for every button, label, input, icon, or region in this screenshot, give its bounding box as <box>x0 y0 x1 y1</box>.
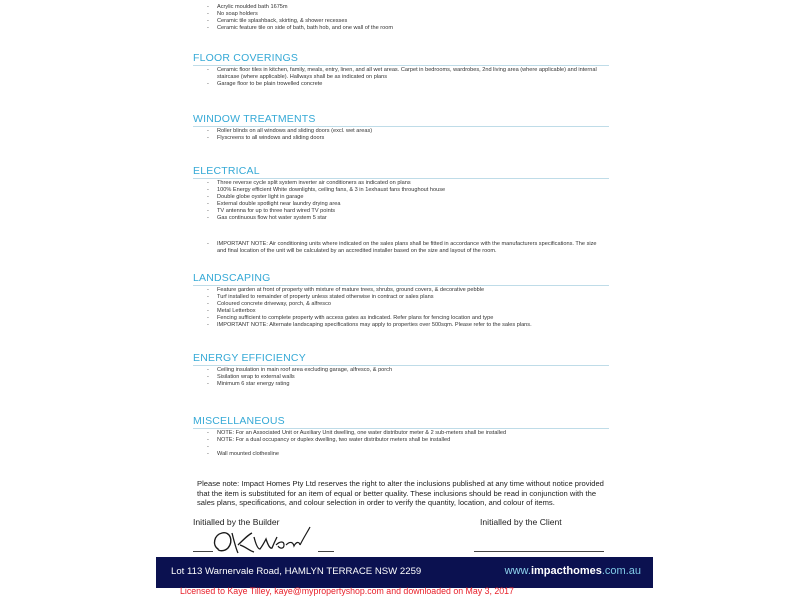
footer-bar <box>156 557 653 588</box>
list-item: - IMPORTANT NOTE: Air conditioning units where indicated on the sales plans shall be fitted in accordance with the manufacturers specifications. The size and final location of the unit will be calculated by an accredited installer based on the size and layout of the room. <box>207 241 597 255</box>
window-treatments-list <box>207 128 597 142</box>
list-item: - NOTE: For a dual occupancy or duplex dwelling, two water distributor meters shall be installed <box>207 437 597 444</box>
list-item: - TV antenna for up to three hard wired TV points <box>207 208 597 215</box>
builder-initial-label: Initialled by the Builder <box>193 517 280 527</box>
footer-address: Lot 113 Warnervale Road, HAMLYN TERRACE NSW 2259 <box>171 566 422 577</box>
list-item: - Coloured concrete driveway, porch, & alfresco <box>207 301 597 308</box>
list-item: - 100% Energy efficient White downlights, ceiling fans, & 3 in 1exhaust fans throughout house <box>207 187 597 194</box>
section-divider <box>193 126 609 127</box>
list-item: - Fencing sufficient to complete property with access gates as indicated. Refer plans for fencing location and type <box>207 315 597 322</box>
electrical-important-note <box>207 241 597 255</box>
section-title-electrical: ELECTRICAL <box>193 165 260 177</box>
builder-signature-image <box>210 523 320 557</box>
list-item <box>207 444 597 451</box>
section-title-energy-efficiency: ENERGY EFFICIENCY <box>193 352 306 364</box>
footer-web-suffix: .com.au <box>601 565 641 577</box>
disclaimer-note: Please note: Impact Homes Pty Ltd reserves the right to alter the inclusions published at any time without notice provided that the item is substituted for an item of equal or better quality. These inclusions should be read in conjunction with the sales plans, specifications, and colour selection in order to verify the quantity, location, and colour of items. <box>197 479 604 508</box>
list-item: - Ceramic tile splashback, skirting, & shower recesses <box>207 18 597 25</box>
section-divider <box>193 65 609 66</box>
license-notice: Licensed to Kaye Tilley, kaye@mypropertyshop.com and downloaded on May 3, 2017 <box>180 586 514 596</box>
electrical-list <box>207 180 597 223</box>
list-item: - IMPORTANT NOTE: Alternate landscaping specifications may apply to properties over 500sqm. Please refer to the sales plans. <box>207 322 597 329</box>
list-item: - Wall mounted clothesline <box>207 451 597 458</box>
list-item: - Acrylic moulded bath 1675m <box>207 4 597 11</box>
list-item: - Turf installed to remainder of property unless stated otherwise in contract or sales plans <box>207 294 597 301</box>
list-item: - Gas continuous flow hot water system 5 star <box>207 215 597 222</box>
list-item: - Flyscreens to all windows and sliding doors <box>207 135 597 142</box>
section-divider <box>193 365 609 366</box>
section-title-window-treatments: WINDOW TREATMENTS <box>193 113 316 125</box>
bathroom-list <box>207 4 597 32</box>
footer-web-prefix: www. <box>504 565 531 577</box>
signature-line <box>193 551 213 552</box>
list-item: - Double globe oyster light in garage <box>207 194 597 201</box>
list-item: - Ceramic floor tiles in kitchen, family, meals, entry, linen, and all wet areas. Carpet in bedrooms, wardrobes, 2nd living area (where applicable) and internal staircase (where applicable). Hallways shall be as indicated on plans <box>207 67 597 81</box>
list-item: - No soap holders <box>207 11 597 18</box>
section-divider <box>193 285 609 286</box>
landscaping-list <box>207 287 597 330</box>
client-initial-label: Initialled by the Client <box>480 517 562 527</box>
footer-web-domain: impacthomes <box>530 565 602 577</box>
list-item: - NOTE: For an Associated Unit or Auxiliary Unit dwelling, one water distributor meter & 2 sub-meters shall be installed <box>207 430 597 437</box>
floor-coverings-list <box>207 67 597 88</box>
list-item: - Three reverse cycle split system inverter air conditioners as indicated on plans <box>207 180 597 187</box>
section-title-landscaping: LANDSCAPING <box>193 272 271 284</box>
footer-website <box>505 565 641 577</box>
section-divider <box>193 178 609 179</box>
energy-efficiency-list <box>207 367 597 388</box>
list-item: - Feature garden at front of property with mixture of mature trees, shrubs, ground covers, & decorative pebble <box>207 287 597 294</box>
list-item: - External double spotlight near laundry drying area <box>207 201 597 208</box>
list-item: - Garage floor to be plain trowelled concrete <box>207 81 597 88</box>
signature-line <box>318 551 334 552</box>
section-title-floor-coverings: FLOOR COVERINGS <box>193 52 299 64</box>
list-item: - Ceiling insulation in main roof area excluding garage, alfresco, & porch <box>207 367 597 374</box>
list-item: - Metal Letterbox <box>207 308 597 315</box>
signature-line <box>474 551 604 552</box>
section-title-miscellaneous: MISCELLANEOUS <box>193 415 285 427</box>
list-item: - Sisilation wrap to external walls <box>207 374 597 381</box>
list-item: - Roller blinds on all windows and sliding doors (excl. wet areas) <box>207 128 597 135</box>
section-divider <box>193 428 609 429</box>
miscellaneous-list <box>207 430 597 458</box>
list-item: - Ceramic feature tile on side of bath, bath hob, and one wall of the room <box>207 25 597 32</box>
list-item: - Minimum 6 star energy rating <box>207 381 597 388</box>
